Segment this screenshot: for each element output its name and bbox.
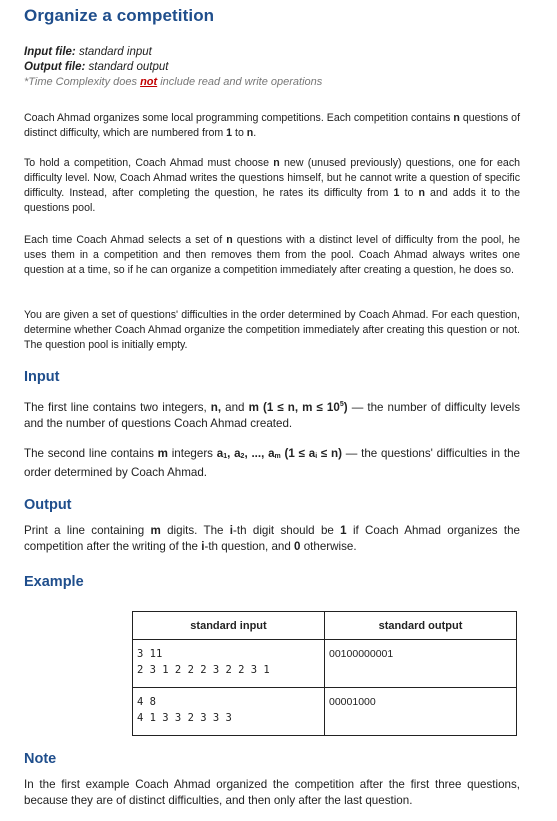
output-file-line: Output file: standard output xyxy=(24,61,169,73)
output-heading: Output xyxy=(24,497,72,513)
example-header-row xyxy=(133,612,517,640)
input-line-1: The first line contains two integers, n, and m (1 ≤ n, $m \le 10^5$) — the number of difficulty levels and the number of questions Coach Ahmad created. xyxy=(24,401,521,430)
statement-paragraph-4: You are given a set of questions' difficulties in the order determined by Coach Ahmad. For each question, determine whether Coach Ahmad organize the competition immediately after creating this question or not. The question pool is initially empty. xyxy=(24,309,520,351)
input-line-2: The second line contains m integers a1, a2, ..., am (1 ≤ ai ≤ n) — the questions' difficulties in the order determined by Coach Ahmad. xyxy=(24,447,520,479)
example-table xyxy=(132,611,517,736)
table-row xyxy=(133,688,517,736)
example-input-cell: 4 8 4 1 3 3 2 3 3 3 xyxy=(133,688,325,736)
column-header-output: standard output xyxy=(325,612,517,640)
statement-paragraph-1: Coach Ahmad organizes some local programming competitions. Each competition contains n questions of distinct difficulty, which are numbered from 1 to n. xyxy=(24,112,521,139)
example-input-cell: 3 11 2 3 1 2 2 2 3 2 2 3 1 xyxy=(133,640,325,688)
statement-paragraph-2: To hold a competition, Coach Ahmad must choose n new (unused previously) questions, one for each difficulty level. Now, Coach Ahmad writes the questions himself, but he cannot write a question of specific difficulty. Instead, after completing the question, he rates its difficulty from 1 to n and adds it to the questions pool. xyxy=(24,157,521,214)
input-file-line: Input file: standard input xyxy=(24,46,152,58)
example-output-cell: 00001000 xyxy=(325,688,517,736)
problem-title: Organize a competition xyxy=(24,6,215,25)
example-heading: Example xyxy=(24,574,84,590)
table-row xyxy=(133,640,517,688)
column-header-input: standard input xyxy=(133,612,325,640)
input-heading: Input xyxy=(24,369,60,385)
problem-meta xyxy=(24,45,322,90)
note-heading: Note xyxy=(24,751,57,767)
complexity-note: *Time Complexity does not include read and write operations xyxy=(24,76,323,88)
output-description: Print a line containing m digits. The i-th digit should be 1 if Coach Ahmad organizes the competition after the writing of the i-th question, and 0 otherwise. xyxy=(24,524,521,553)
example-output-cell: 00100000001 xyxy=(325,640,517,688)
statement-paragraph-3: Each time Coach Ahmad selects a set of n questions with a distinct level of difficulty from the pool, he uses them in a competition and then removes them from the pool. Coach Ahmad always writes one question at a time, so if he can organize a competition immediately after creating a question, he does so. xyxy=(24,234,521,276)
note-text: In the first example Coach Ahmad organized the competition after the first three questions, because they are of distinct difficulties, and then only after the last question. xyxy=(24,778,520,807)
